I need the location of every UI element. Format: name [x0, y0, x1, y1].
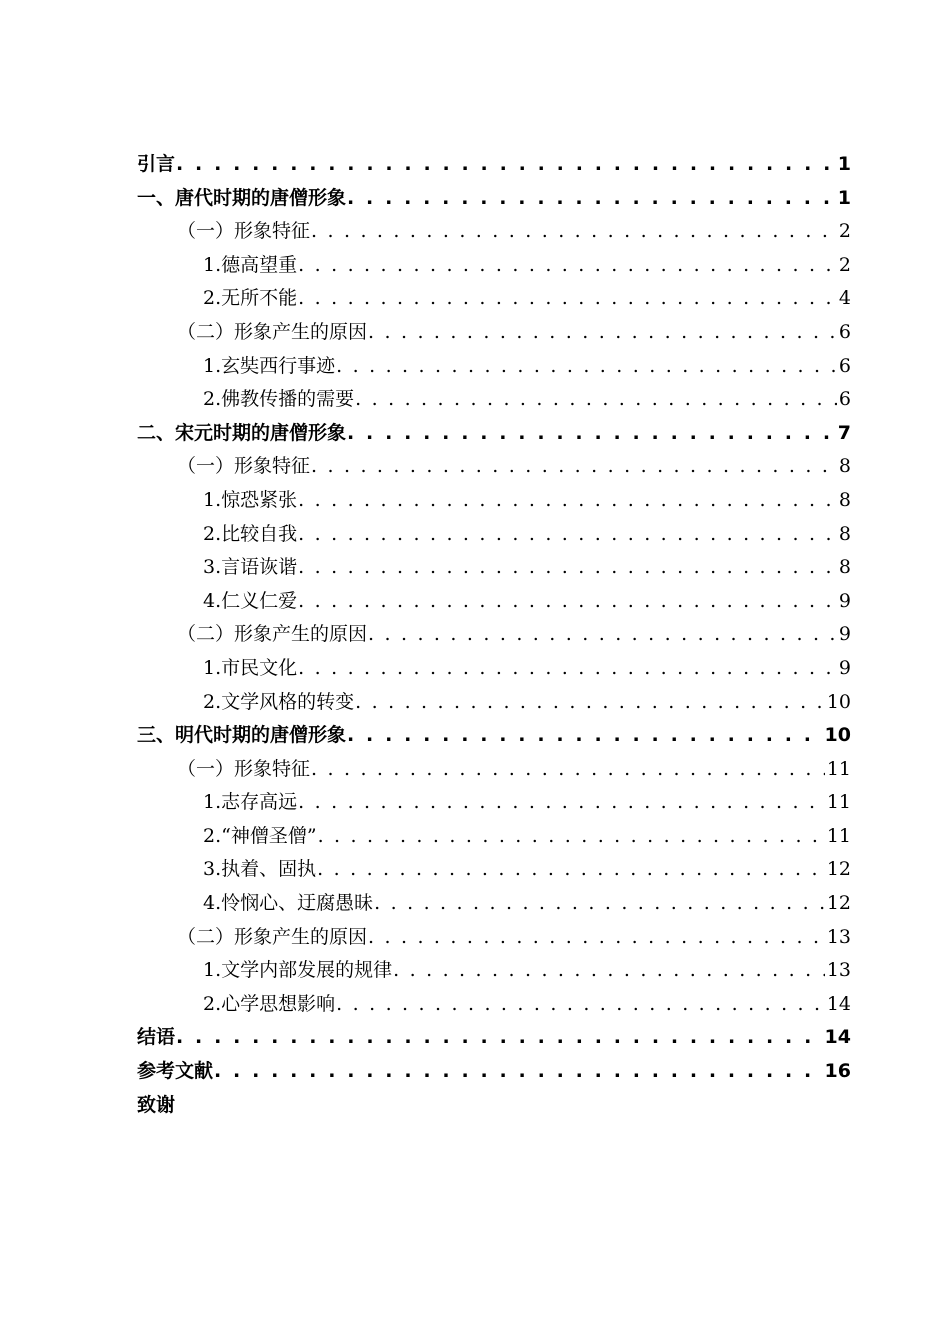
dot-leader — [298, 585, 837, 619]
toc-entry[interactable] — [137, 1089, 851, 1123]
dot-leader — [317, 853, 825, 887]
dot-leader — [214, 1055, 823, 1089]
toc-entry[interactable] — [137, 954, 851, 988]
toc-entry-title: 3.言语诙谐 — [203, 556, 298, 579]
dot-leader — [336, 350, 837, 384]
toc-entry[interactable] — [137, 484, 851, 518]
dot-leader — [298, 249, 837, 283]
toc-entry-page: 1 — [837, 186, 851, 209]
toc-entry[interactable] — [137, 249, 851, 283]
toc-entry-title: 一、唐代时期的唐僧形象 — [137, 186, 347, 209]
toc-entry-title: 1.文学内部发展的规律 — [203, 959, 393, 982]
toc-entry-title: （二）形象产生的原因 — [177, 320, 368, 343]
dot-leader — [368, 618, 837, 652]
dot-leader — [176, 148, 836, 182]
toc-entry-page: 11 — [826, 791, 851, 814]
toc-entry-title: 致谢 — [137, 1093, 176, 1116]
toc-entry-title: （一）形象特征 — [177, 220, 311, 243]
toc-entry-page: 8 — [838, 556, 851, 579]
toc-entry-title: 1.市民文化 — [203, 656, 298, 679]
toc-entry-page: 1 — [837, 153, 851, 175]
dot-leader — [393, 954, 825, 988]
toc-entry-title: 1.惊恐紧张 — [203, 488, 298, 511]
toc-entry-title: 2.心学思想影响 — [203, 992, 336, 1015]
toc-entry-title: （一）形象特征 — [177, 757, 311, 780]
toc-entry-page: 7 — [837, 421, 851, 444]
toc-entry-title: 二、宋元时期的唐僧形象 — [137, 421, 347, 444]
toc-entry[interactable] — [137, 551, 851, 585]
toc-entry[interactable] — [137, 820, 851, 854]
toc-entry[interactable] — [137, 719, 851, 753]
toc-entry[interactable] — [137, 686, 851, 720]
toc-entry-title: 4.怜悯心、迂腐愚昧 — [203, 892, 374, 915]
toc-entry-title: 三、明代时期的唐僧形象 — [137, 724, 347, 747]
toc-entry-page: 6 — [838, 388, 851, 411]
toc-entry-title: 3.执着、固执 — [203, 858, 317, 881]
toc-entry-title: 1.志存高远 — [203, 791, 298, 814]
toc-entry-title: 参考文献 — [137, 1060, 214, 1083]
toc-entry[interactable] — [137, 887, 851, 921]
dot-leader — [298, 786, 825, 820]
toc-entry[interactable] — [137, 182, 851, 216]
toc-entry[interactable] — [137, 988, 851, 1022]
toc-entry-page: 9 — [838, 589, 851, 612]
toc-entry-title: 4.仁义仁爱 — [203, 589, 298, 612]
dot-leader — [298, 484, 837, 518]
toc-entry-page: 2 — [838, 253, 851, 276]
dot-leader — [336, 988, 825, 1022]
dot-leader — [355, 383, 837, 417]
toc-entry-page: 10 — [824, 724, 851, 747]
toc-entry[interactable] — [137, 618, 851, 652]
toc-entry-page: 13 — [826, 959, 851, 982]
dot-leader — [311, 753, 825, 787]
dot-leader — [298, 551, 837, 585]
dot-leader — [298, 282, 837, 316]
toc-entry-title: （二）形象产生的原因 — [177, 623, 368, 646]
toc-entry[interactable] — [137, 282, 851, 316]
toc-entry-title: 1.玄奘西行事迹 — [203, 354, 336, 377]
toc-entry[interactable] — [137, 148, 851, 182]
toc-entry-page: 2 — [838, 220, 851, 243]
toc-entry-page: 12 — [826, 858, 851, 881]
toc-entry[interactable] — [137, 585, 851, 619]
toc-entry-title: 2.文学风格的转变 — [203, 690, 355, 713]
toc-entry-page: 14 — [826, 992, 851, 1015]
toc-entry[interactable] — [137, 786, 851, 820]
toc-entry-page: 8 — [838, 488, 851, 511]
dot-leader — [374, 887, 825, 921]
toc-entry[interactable] — [137, 450, 851, 484]
toc-entry[interactable] — [137, 215, 851, 249]
toc-entry[interactable] — [137, 1021, 851, 1055]
dot-leader — [176, 1021, 823, 1055]
toc-entry-page: 8 — [838, 522, 851, 545]
toc-entry-title: 2.佛教传播的需要 — [203, 388, 355, 411]
toc-entry-title: （一）形象特征 — [177, 455, 311, 478]
toc-entry-page: 14 — [824, 1026, 851, 1049]
toc-entry[interactable] — [137, 652, 851, 686]
toc-entry[interactable] — [137, 753, 851, 787]
toc-entry-page: 13 — [826, 925, 851, 948]
table-of-contents — [137, 148, 851, 1122]
toc-entry-page: 6 — [838, 320, 851, 343]
toc-entry[interactable] — [137, 350, 851, 384]
toc-entry-page: 10 — [826, 690, 851, 713]
toc-entry-page: 6 — [838, 354, 851, 377]
dot-leader — [368, 921, 825, 955]
toc-entry[interactable] — [137, 316, 851, 350]
toc-entry-page: 11 — [826, 757, 851, 780]
toc-entry[interactable] — [137, 1055, 851, 1089]
dot-leader — [368, 316, 837, 350]
toc-entry[interactable] — [137, 417, 851, 451]
toc-entry-title: 引言 — [137, 153, 176, 175]
toc-entry-page: 16 — [824, 1060, 851, 1083]
toc-entry-title: 结语 — [137, 1026, 176, 1049]
dot-leader — [347, 719, 823, 753]
dot-leader — [311, 450, 837, 484]
toc-entry-title: 2.“神僧圣僧” — [203, 824, 317, 847]
toc-entry[interactable] — [137, 853, 851, 887]
dot-leader — [347, 417, 836, 451]
toc-entry[interactable] — [137, 383, 851, 417]
dot-leader — [298, 652, 837, 686]
toc-entry[interactable] — [137, 518, 851, 552]
toc-entry-title: 2.比较自我 — [203, 522, 298, 545]
toc-entry-page: 9 — [838, 623, 851, 646]
dot-leader — [355, 686, 825, 720]
dot-leader — [318, 820, 825, 854]
dot-leader — [347, 182, 836, 216]
toc-entry-page: 11 — [826, 824, 851, 847]
toc-entry-page: 12 — [826, 892, 851, 915]
toc-entry-page: 4 — [838, 287, 851, 310]
toc-entry-title: 1.德高望重 — [203, 253, 298, 276]
toc-entry-page: 9 — [838, 656, 851, 679]
toc-entry-page: 8 — [838, 455, 851, 478]
dot-leader — [298, 518, 837, 552]
toc-entry-title: 2.无所不能 — [203, 287, 298, 310]
toc-entry[interactable] — [137, 921, 851, 955]
toc-entry-title: （二）形象产生的原因 — [177, 925, 368, 948]
dot-leader — [311, 215, 837, 249]
